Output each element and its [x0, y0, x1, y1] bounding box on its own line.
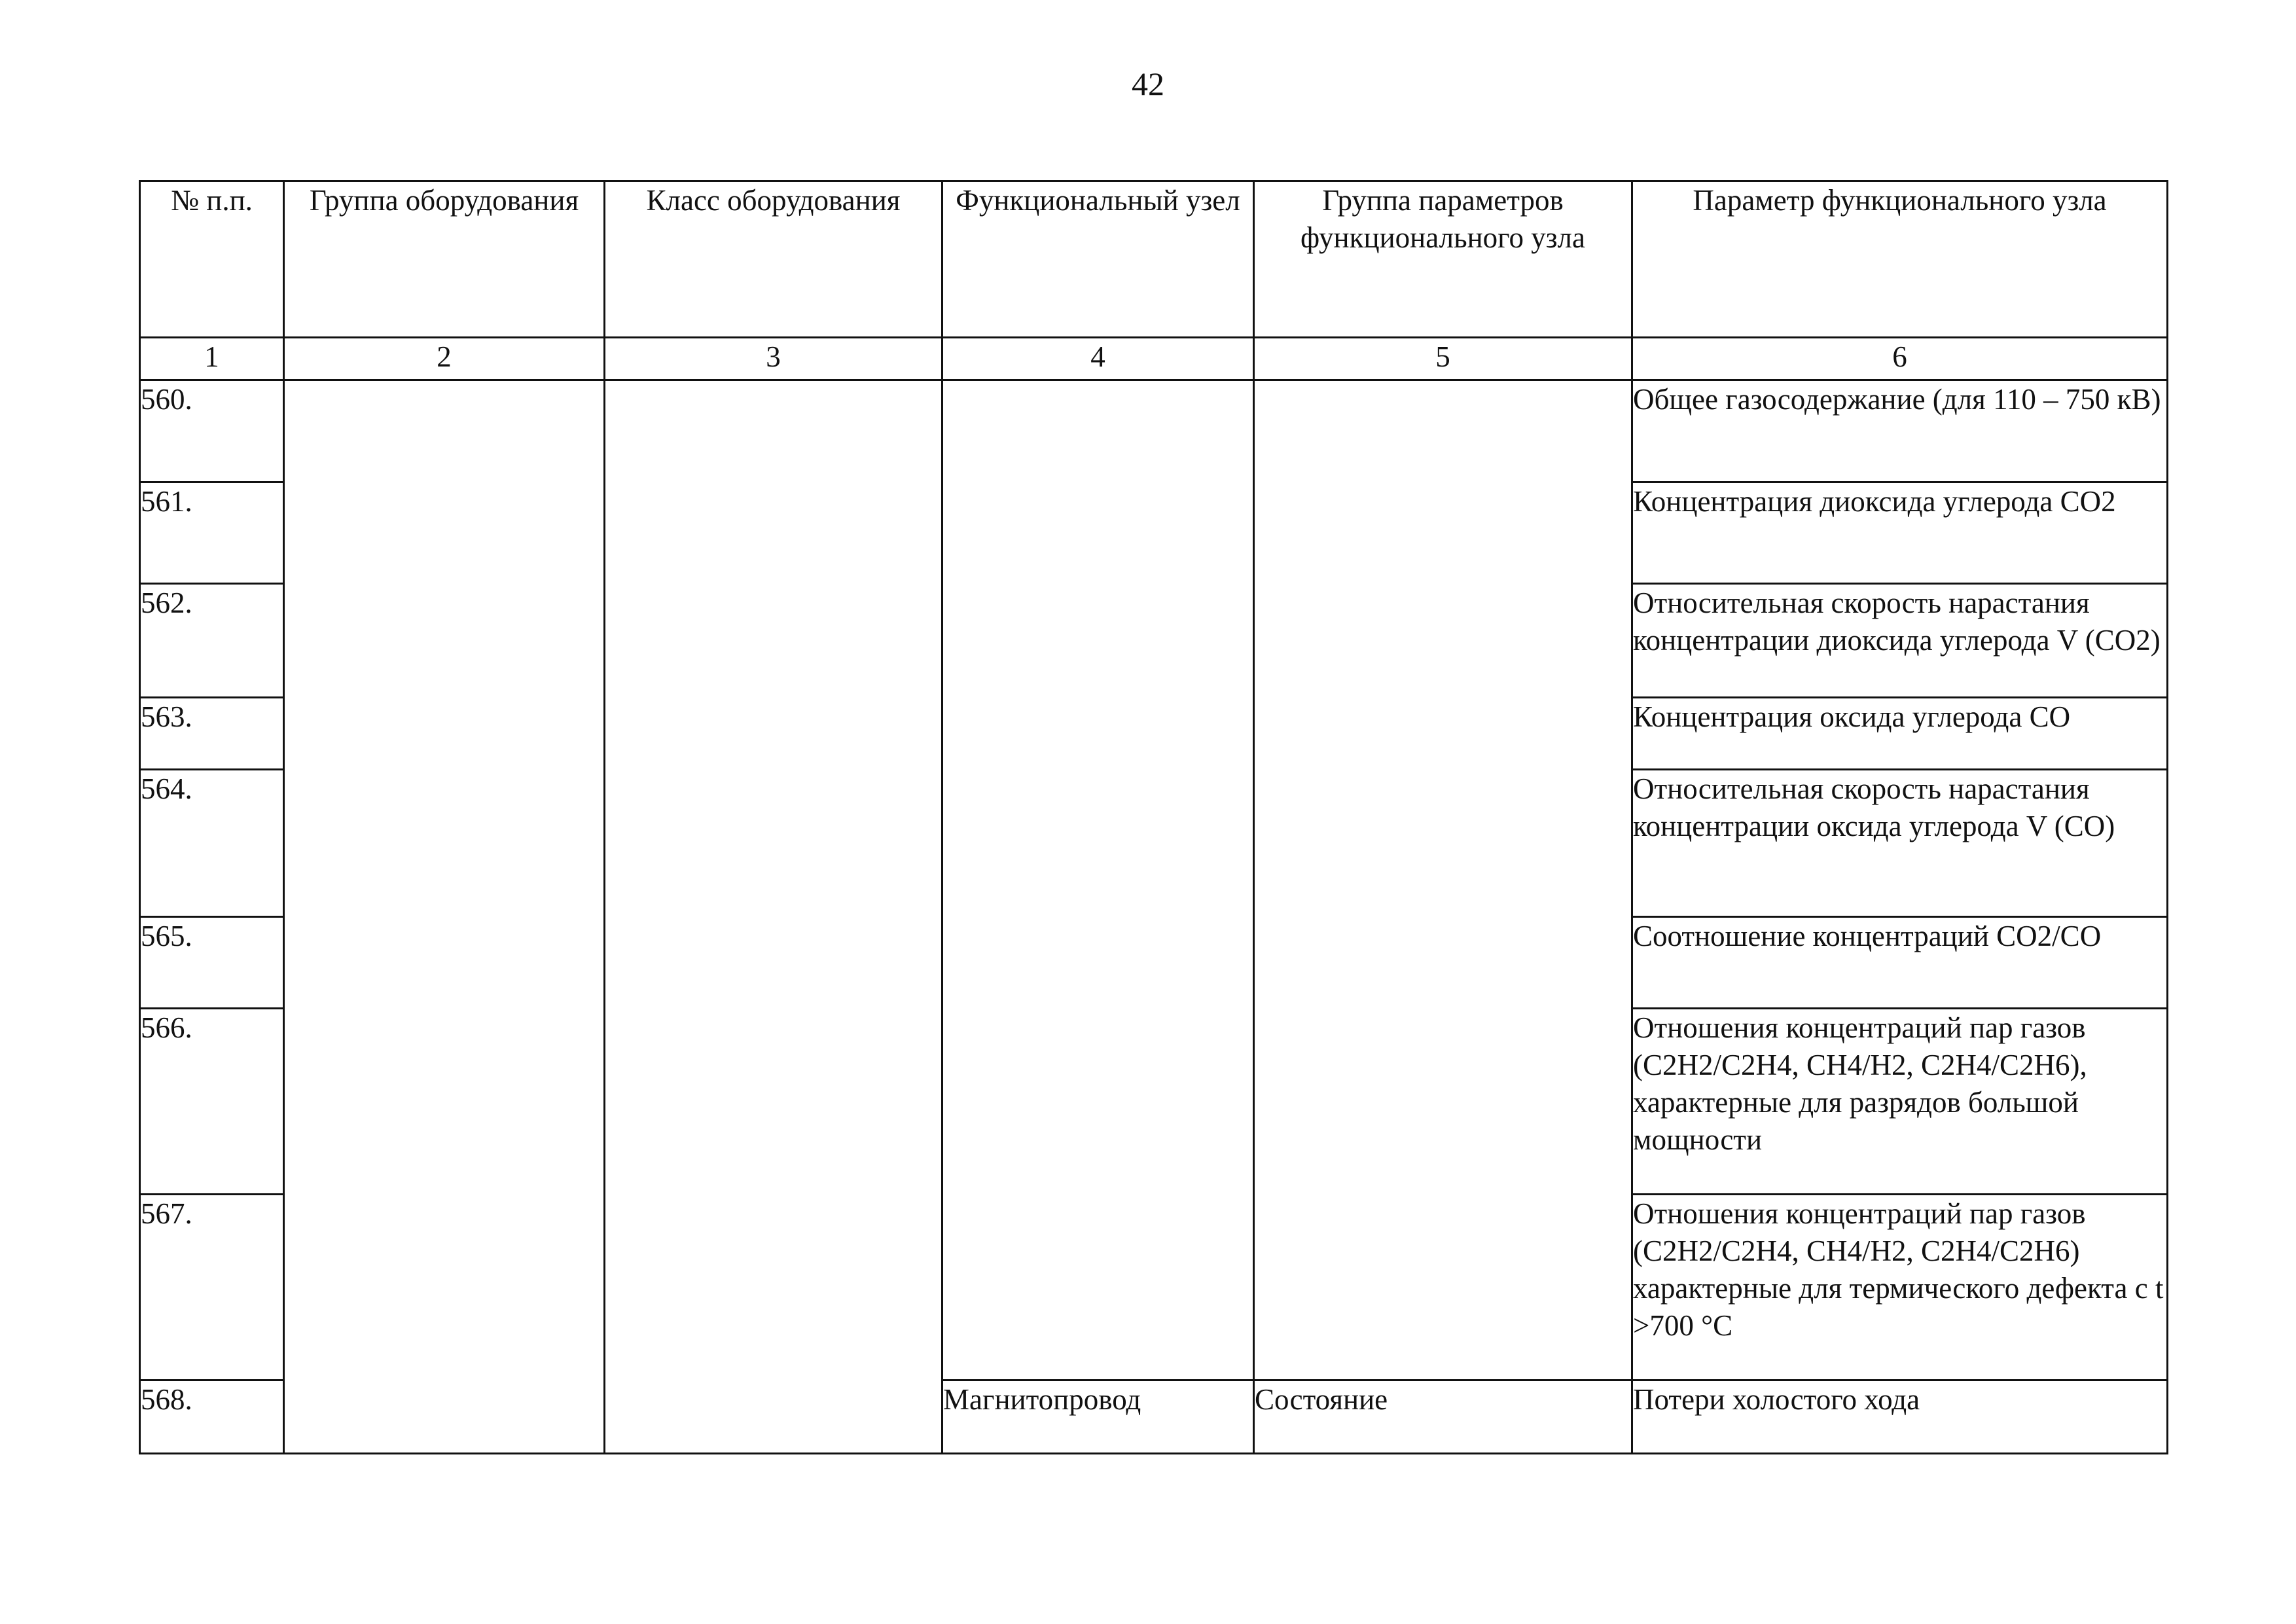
- column-number: 5: [1254, 338, 1632, 380]
- table-row: [140, 380, 2168, 482]
- header-row: [140, 181, 2168, 338]
- column-number: 3: [605, 338, 942, 380]
- column-number-row: [140, 338, 2168, 380]
- parameter-cell: Отношения концентраций пар газов (С2Н2/С2Н4, СН4/Н2, С2Н4/С2Н6), характерные для разрядов большой мощности: [1632, 1009, 2168, 1195]
- row-number: 566.: [140, 1009, 284, 1195]
- row-number: 561.: [140, 482, 284, 584]
- column-number: 4: [942, 338, 1254, 380]
- equipment-group-cell: [284, 380, 605, 1454]
- row-number: 560.: [140, 380, 284, 482]
- header-parameter: Параметр функционального узла: [1632, 181, 2168, 338]
- parameter-group-cell: Состояние: [1254, 1380, 1632, 1454]
- header-functional-node: Функциональный узел: [942, 181, 1254, 338]
- page-number: 42: [1132, 65, 1164, 102]
- parameter-group-cell: [1254, 380, 1632, 1380]
- functional-node-cell: [942, 380, 1254, 1380]
- row-number: 563.: [140, 698, 284, 770]
- row-number: 567.: [140, 1195, 284, 1380]
- parameter-cell: Концентрация диоксида углерода СО2: [1632, 482, 2168, 584]
- column-number: 2: [284, 338, 605, 380]
- header-equipment-class: Класс оборудования: [605, 181, 942, 338]
- row-number: 565.: [140, 917, 284, 1009]
- parameter-cell: Концентрация оксида углерода СО: [1632, 698, 2168, 770]
- parameter-cell: Соотношение концентраций СО2/СО: [1632, 917, 2168, 1009]
- functional-node-cell: Магнитопровод: [942, 1380, 1254, 1454]
- header-equipment-group: Группа оборудования: [284, 181, 605, 338]
- parameter-cell: Относительная скорость нарастания концентрации оксида углерода V (СО): [1632, 770, 2168, 917]
- row-number: 568.: [140, 1380, 284, 1454]
- header-number: № п.п.: [140, 181, 284, 338]
- header-parameter-group: Группа параметров функционального узла: [1254, 181, 1632, 338]
- parameters-table: [139, 180, 2168, 1454]
- parameter-cell: Общее газосодержание (для 110 – 750 кВ): [1632, 380, 2168, 482]
- parameter-cell: Относительная скорость нарастания концентрации диоксида углерода V (СО2): [1632, 584, 2168, 698]
- parameter-cell: Отношения концентраций пар газов (С2Н2/С2Н4, СН4/Н2, С2Н4/С2Н6) характерные для термического дефекта с t >700 °С: [1632, 1195, 2168, 1380]
- row-number: 564.: [140, 770, 284, 917]
- column-number: 1: [140, 338, 284, 380]
- column-number: 6: [1632, 338, 2168, 380]
- row-number: 562.: [140, 584, 284, 698]
- parameter-cell: Потери холостого хода: [1632, 1380, 2168, 1454]
- equipment-class-cell: [605, 380, 942, 1454]
